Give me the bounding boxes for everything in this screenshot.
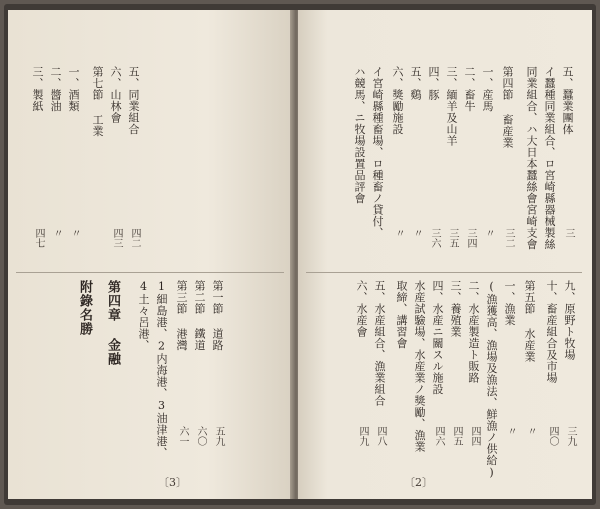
toc-entry: 九、原野ト牧場 xyxy=(563,280,576,361)
toc-entry: 四、水産ニ關スル施設 xyxy=(431,280,444,395)
toc-page-number: 〃 xyxy=(483,228,494,238)
toc-page-number: 五九 xyxy=(213,426,224,446)
right-page xyxy=(298,10,592,499)
toc-entry: イ宮崎縣種畜場、ロ種畜ノ貸付、 xyxy=(371,66,384,239)
toc-page-number: 四九 xyxy=(357,426,368,446)
section-divider xyxy=(16,272,284,273)
toc-page-number: 四〇 xyxy=(547,426,558,446)
toc-page-number: 〃 xyxy=(411,228,422,238)
toc-entry: 四、豚 xyxy=(427,66,440,101)
toc-entry: 第二節 鐵道 xyxy=(193,280,206,351)
toc-page-number: 三九 xyxy=(565,426,576,446)
toc-entry: 取締、講習會 xyxy=(395,280,408,349)
open-book xyxy=(4,4,596,505)
page-number-left: 〔3〕 xyxy=(158,476,187,489)
toc-page-number: 〃 xyxy=(525,426,536,436)
toc-entry: 同業組合、ハ大日本蠶絲會宮崎支會 xyxy=(525,66,538,250)
toc-page-number: 四五 xyxy=(451,426,462,446)
toc-entry: 第四節 畜産業 xyxy=(501,66,514,149)
toc-entry: 十、畜産組合及市場 xyxy=(545,280,558,384)
toc-entry: 附錄名勝 xyxy=(77,280,92,336)
toc-page-number: 三六 xyxy=(429,228,440,248)
toc-entry: (漁獲高、漁場及漁法、鮮漁ノ供給) xyxy=(485,280,498,480)
toc-page-number: 〃 xyxy=(69,228,80,238)
toc-entry: 第一節 道路 xyxy=(211,280,224,351)
toc-entry: ハ競馬、ニ牧場設置品評會 xyxy=(353,66,366,204)
toc-page-number: 四二 xyxy=(129,228,140,248)
toc-entry: 五、同業組合 xyxy=(127,66,140,135)
toc-entry: 五、水産組合、漁業組合 xyxy=(373,280,386,407)
toc-page-number: 四四 xyxy=(469,426,480,446)
toc-entry: 一、産馬 xyxy=(481,66,494,112)
toc-page-number: 〃 xyxy=(393,228,404,238)
toc-entry: 1細島港、2内海港、3油津港、 xyxy=(155,280,168,459)
toc-page-number: 六一 xyxy=(177,426,188,446)
toc-page-number: 〃 xyxy=(51,228,62,238)
toc-page-number: 六〇 xyxy=(195,426,206,446)
toc-entry: 三、緬羊及山羊 xyxy=(445,66,458,147)
toc-page-number: 三 xyxy=(563,228,574,238)
left-page xyxy=(8,10,294,499)
toc-entry: 4土々呂港、 xyxy=(137,280,150,351)
toc-entry: 六、山林會 xyxy=(109,66,122,124)
toc-entry: 三、養殖業 xyxy=(449,280,462,338)
toc-entry: 第四章 金融 xyxy=(105,280,120,366)
toc-page-number: 四八 xyxy=(375,426,386,446)
toc-page-number: 四七 xyxy=(33,228,44,248)
toc-entry: 第五節 水産業 xyxy=(523,280,536,363)
toc-entry: 二、畜牛 xyxy=(463,66,476,112)
toc-entry: 第七節 工業 xyxy=(91,66,104,137)
toc-entry: 二、醬油 xyxy=(49,66,62,112)
toc-entry: 五、鷄 xyxy=(409,66,422,101)
toc-entry: 六、獎勵施設 xyxy=(391,66,404,135)
toc-page-number: 三四 xyxy=(465,228,476,248)
toc-entry: 一、酒類 xyxy=(67,66,80,112)
toc-page-number: 四三 xyxy=(111,228,122,248)
toc-entry: 水産試驗場、水産業ノ獎勵、漁業 xyxy=(413,280,426,453)
bleed-through-text xyxy=(218,66,288,266)
toc-entry: 六、水産會 xyxy=(355,280,368,338)
toc-entry: 第三節 港灣 xyxy=(175,280,188,351)
toc-entry: 一、漁業 xyxy=(503,280,516,326)
toc-page-number: 〃 xyxy=(505,426,516,436)
toc-entry: 三、製紙 xyxy=(31,66,44,112)
toc-entry: 五、蠶業團体 xyxy=(561,66,574,135)
toc-page-number: 四六 xyxy=(433,426,444,446)
page-number-right: 〔2〕 xyxy=(404,476,433,489)
toc-entry: イ蠶種同業組合、ロ宮崎縣器械製絲 xyxy=(543,66,556,250)
toc-page-number: 三二 xyxy=(503,228,514,248)
toc-page-number: 三五 xyxy=(447,228,458,248)
toc-entry: 二、水産製造ト販路 xyxy=(467,280,480,384)
section-divider xyxy=(306,272,582,273)
